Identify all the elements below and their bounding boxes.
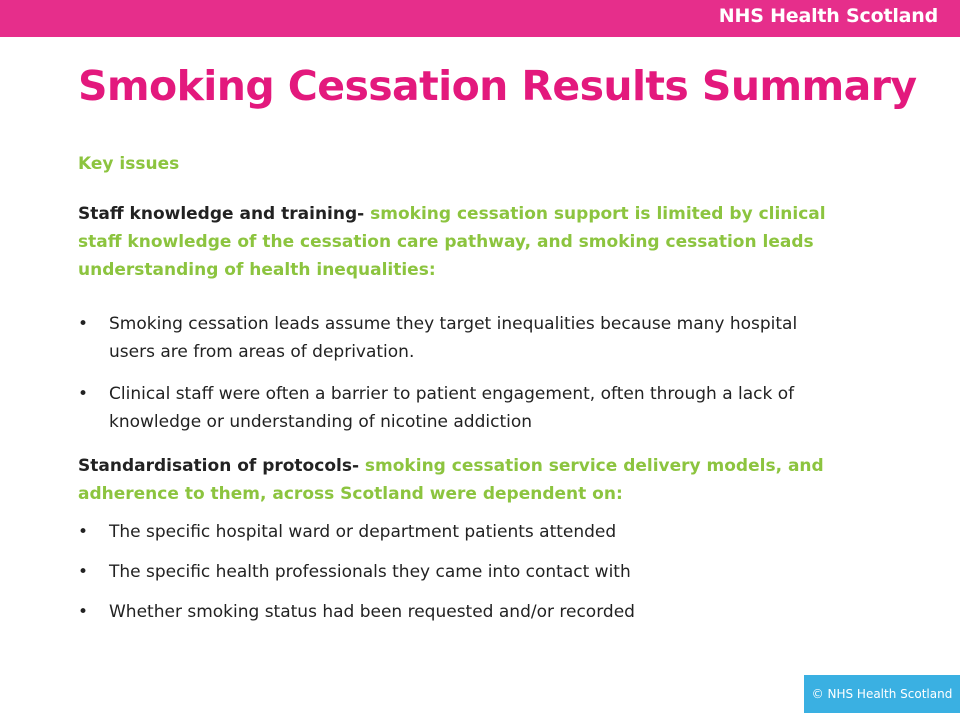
brand-logo-text: NHS Health Scotland: [718, 5, 938, 27]
section-text: smoking cessation support is limited by clinical staff knowledge of the cessation care pathway, and smoking cessation leads understanding of health inequalities:: [78, 204, 826, 280]
section-text: smoking cessation service delivery models, and adherence to them, across Scotland were dependent on:: [78, 456, 824, 504]
footer-copyright-badge: [804, 675, 960, 713]
bullet-list-protocols: [78, 518, 848, 626]
slide-content: [78, 150, 848, 638]
list-item: • The specific health professionals they came into contact with: [78, 558, 848, 586]
copyright-text: © NHS Health Scotland: [811, 687, 953, 701]
section-heading: Standardisation of protocols-: [78, 456, 359, 476]
section-heading: Staff knowledge and training-: [78, 204, 365, 224]
section-staff-knowledge: [78, 200, 848, 284]
bullet-list-staff: [78, 310, 848, 436]
key-issues-heading: Key issues: [78, 154, 180, 174]
page-title: Smoking Cessation Results Summary: [78, 62, 917, 110]
list-item: • Smoking cessation leads assume they target inequalities because many hospital users are from areas of deprivation.: [78, 310, 848, 366]
list-item: • Clinical staff were often a barrier to patient engagement, often through a lack of knowledge or understanding of nicotine addiction: [78, 380, 848, 436]
header-bar: [0, 0, 960, 37]
list-item: • The specific hospital ward or department patients attended: [78, 518, 848, 546]
list-item: • Whether smoking status had been requested and/or recorded: [78, 598, 848, 626]
section-standardisation: [78, 452, 848, 508]
